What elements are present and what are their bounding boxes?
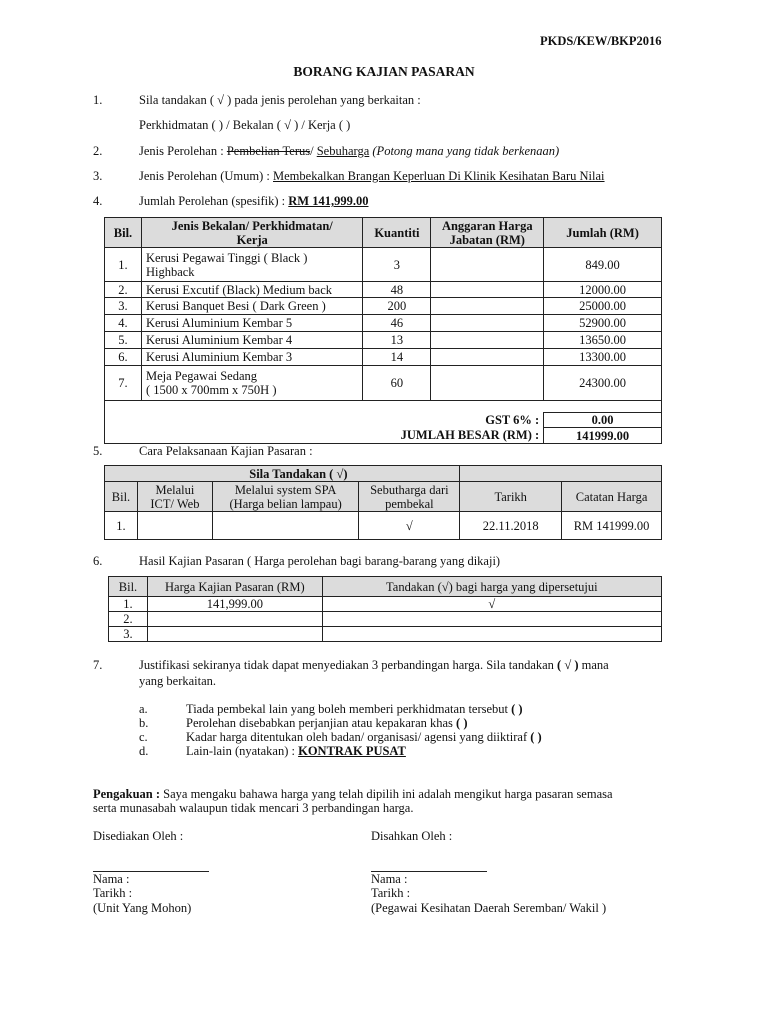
header-quotation: Sebutharga dari pembekal [359, 482, 460, 512]
header-ict: Melalui ICT/ Web [137, 482, 212, 512]
section-5-text: Cara Pelaksanaan Kajian Pasaran : [139, 444, 313, 458]
table-row: 1. Kerusi Pegawai Tinggi ( Black ) Highback 3 849.00 [105, 248, 662, 282]
approved-by-label: Disahkan Oleh : [371, 829, 453, 843]
justification-b: Perolehan disebabkan perjanjian atau kepakaran khas ( ) [186, 716, 468, 730]
procurement-amount: RM 141,999.00 [288, 194, 369, 208]
section-6-text: Hasil Kajian Pasaran ( Harga perolehan bagi barang-barang yang dikaji) [139, 554, 501, 568]
table-row: 5. Kerusi Aluminium Kembar 4 13 13650.00 [105, 332, 662, 349]
spacer-row [105, 401, 662, 413]
confession-label: Pengakuan : [93, 787, 161, 801]
option-separator: / [310, 144, 317, 158]
grand-total-label: JUMLAH BESAR (RM) : [105, 428, 544, 444]
section-2-line [139, 144, 559, 159]
table-row: 3. Kerusi Banquet Besi ( Dark Green ) 200 25000.00 [105, 298, 662, 315]
section-3-number: 3. [93, 169, 103, 183]
header-bil: Bil. [109, 577, 148, 597]
table-row: 2. [109, 612, 662, 627]
approved-role: (Pegawai Kesihatan Daerah Seremban/ Wakil ) [371, 901, 607, 915]
table-row: 1. √ 22.11.2018 RM 141999.00 [105, 512, 662, 540]
prepared-role: (Unit Yang Mohon) [93, 901, 192, 915]
section-4-line [139, 194, 368, 209]
struck-option: Pembelian Terus [226, 144, 311, 158]
confession-line2: serta munasabah walaupun tidak mencari 3 perbandingan harga. [93, 801, 414, 815]
header-date: Tarikh [460, 482, 562, 512]
justification-d-letter: d. [139, 744, 149, 758]
header-total: Jumlah (RM) [544, 218, 662, 248]
table-row: 2. Kerusi Excutif (Black) Medium back 48 12000.00 [105, 282, 662, 298]
section-2-number: 2. [93, 144, 103, 158]
check-mark: √ [359, 512, 460, 540]
strike-note: (Potong mana yang tidak berkenaan) [369, 144, 560, 158]
header-bil: Bil. [105, 218, 142, 248]
confession-line1: Pengakuan : Saya mengaku bahawa harga yang telah dipilih ini adalah mengikut harga pasaran semasa [93, 787, 613, 801]
prepared-by-label: Disediakan Oleh : [93, 829, 184, 843]
table-row: 7. Meja Pegawai Sedang ( 1500 x 700mm x 750H ) 60 24300.00 [105, 366, 662, 401]
section-7-number: 7. [93, 658, 103, 672]
justification-b-letter: b. [139, 716, 149, 730]
items-table-header [105, 218, 662, 248]
page-title: BORANG KAJIAN PASARAN [293, 64, 475, 79]
gst-row [105, 413, 662, 428]
header-spa: Melalui system SPA (Harga belian lampau) [212, 482, 359, 512]
table-row: 4. Kerusi Aluminium Kembar 5 46 52900.00 [105, 315, 662, 332]
results-header-row [109, 577, 662, 597]
section-4-number: 4. [93, 194, 103, 208]
other-justification-value: KONTRAK PUSAT [298, 744, 406, 758]
header-price-note: Catatan Harga [562, 482, 662, 512]
gst-label: GST 6% : [105, 413, 544, 428]
grand-total-value: 141999.00 [544, 428, 662, 444]
justification-c: Kadar harga ditentukan oleh badan/ organisasi/ agensi yang diiktiraf ( ) [186, 730, 542, 744]
section-5-number: 5. [93, 444, 103, 458]
section-6-number: 6. [93, 554, 103, 568]
prepared-date: Tarikh : [93, 886, 133, 900]
section-1-number: 1. [93, 93, 103, 107]
justification-a-letter: a. [139, 702, 148, 716]
procurement-type-options: Perkhidmatan ( ) / Bekalan ( √ ) / Kerja ( ) [139, 118, 351, 132]
table-row: 6. Kerusi Aluminium Kembar 3 14 13300.00 [105, 349, 662, 366]
header-bil: Bil. [105, 482, 138, 512]
tick-group-header: Sila Tandakan ( √) [137, 466, 459, 482]
tick-box: ( ) [511, 702, 523, 716]
header-market-price: Harga Kajian Pasaran (RM) [147, 577, 322, 597]
grand-total-row [105, 428, 662, 444]
approved-name: Nama : [371, 872, 408, 886]
section-4-label: Jumlah Perolehan (spesifik) : [139, 194, 289, 208]
header-qty: Kuantiti [363, 218, 431, 248]
section-1-text: Sila tandakan ( √ ) pada jenis perolehan yang berkaitan : [139, 93, 421, 107]
table-row: 1. 141,999.00 √ [109, 597, 662, 612]
section-2-label: Jenis Perolehan : [139, 144, 227, 158]
check-mark: √ [322, 597, 661, 612]
method-group-header-row [105, 466, 662, 482]
tick-box: ( ) [456, 716, 468, 730]
section-7-text-line2: yang berkaitan. [139, 674, 217, 688]
gst-value: 0.00 [544, 413, 662, 428]
prepared-name: Nama : [93, 872, 130, 886]
tick-box: ( ) [530, 730, 542, 744]
section-3-line [139, 169, 605, 184]
section-7-text-line1: Justifikasi sekiranya tidak dapat menyediakan 3 perbandingan harga. Sila tandakan ( √ ) mana [139, 658, 609, 672]
method-table [104, 465, 662, 540]
approved-date: Tarikh : [371, 886, 411, 900]
section-3-label: Jenis Perolehan (Umum) : [139, 169, 274, 183]
items-table [104, 217, 662, 444]
header-item: Jenis Bekalan/ Perkhidmatan/ Kerja [141, 218, 362, 248]
procurement-general-value: Membekalkan Brangan Keperluan Di Klinik Kesihatan Baru Nilai [273, 169, 605, 183]
header-estimate: Anggaran Harga Jabatan (RM) [431, 218, 544, 248]
justification-a: Tiada pembekal lain yang boleh memberi perkhidmatan tersebut ( ) [186, 702, 523, 716]
header-agreed-mark: Tandakan (√) bagi harga yang dipersetujui [322, 577, 661, 597]
justification-d: Lain-lain (nyatakan) : KONTRAK PUSAT [186, 744, 406, 758]
method-header-row [105, 482, 662, 512]
justification-c-letter: c. [139, 730, 148, 744]
table-row: 3. [109, 627, 662, 642]
chosen-option: Sebuharga [316, 144, 370, 158]
results-table [108, 576, 662, 642]
document-code: PKDS/KEW/BKP2016 [540, 34, 662, 48]
